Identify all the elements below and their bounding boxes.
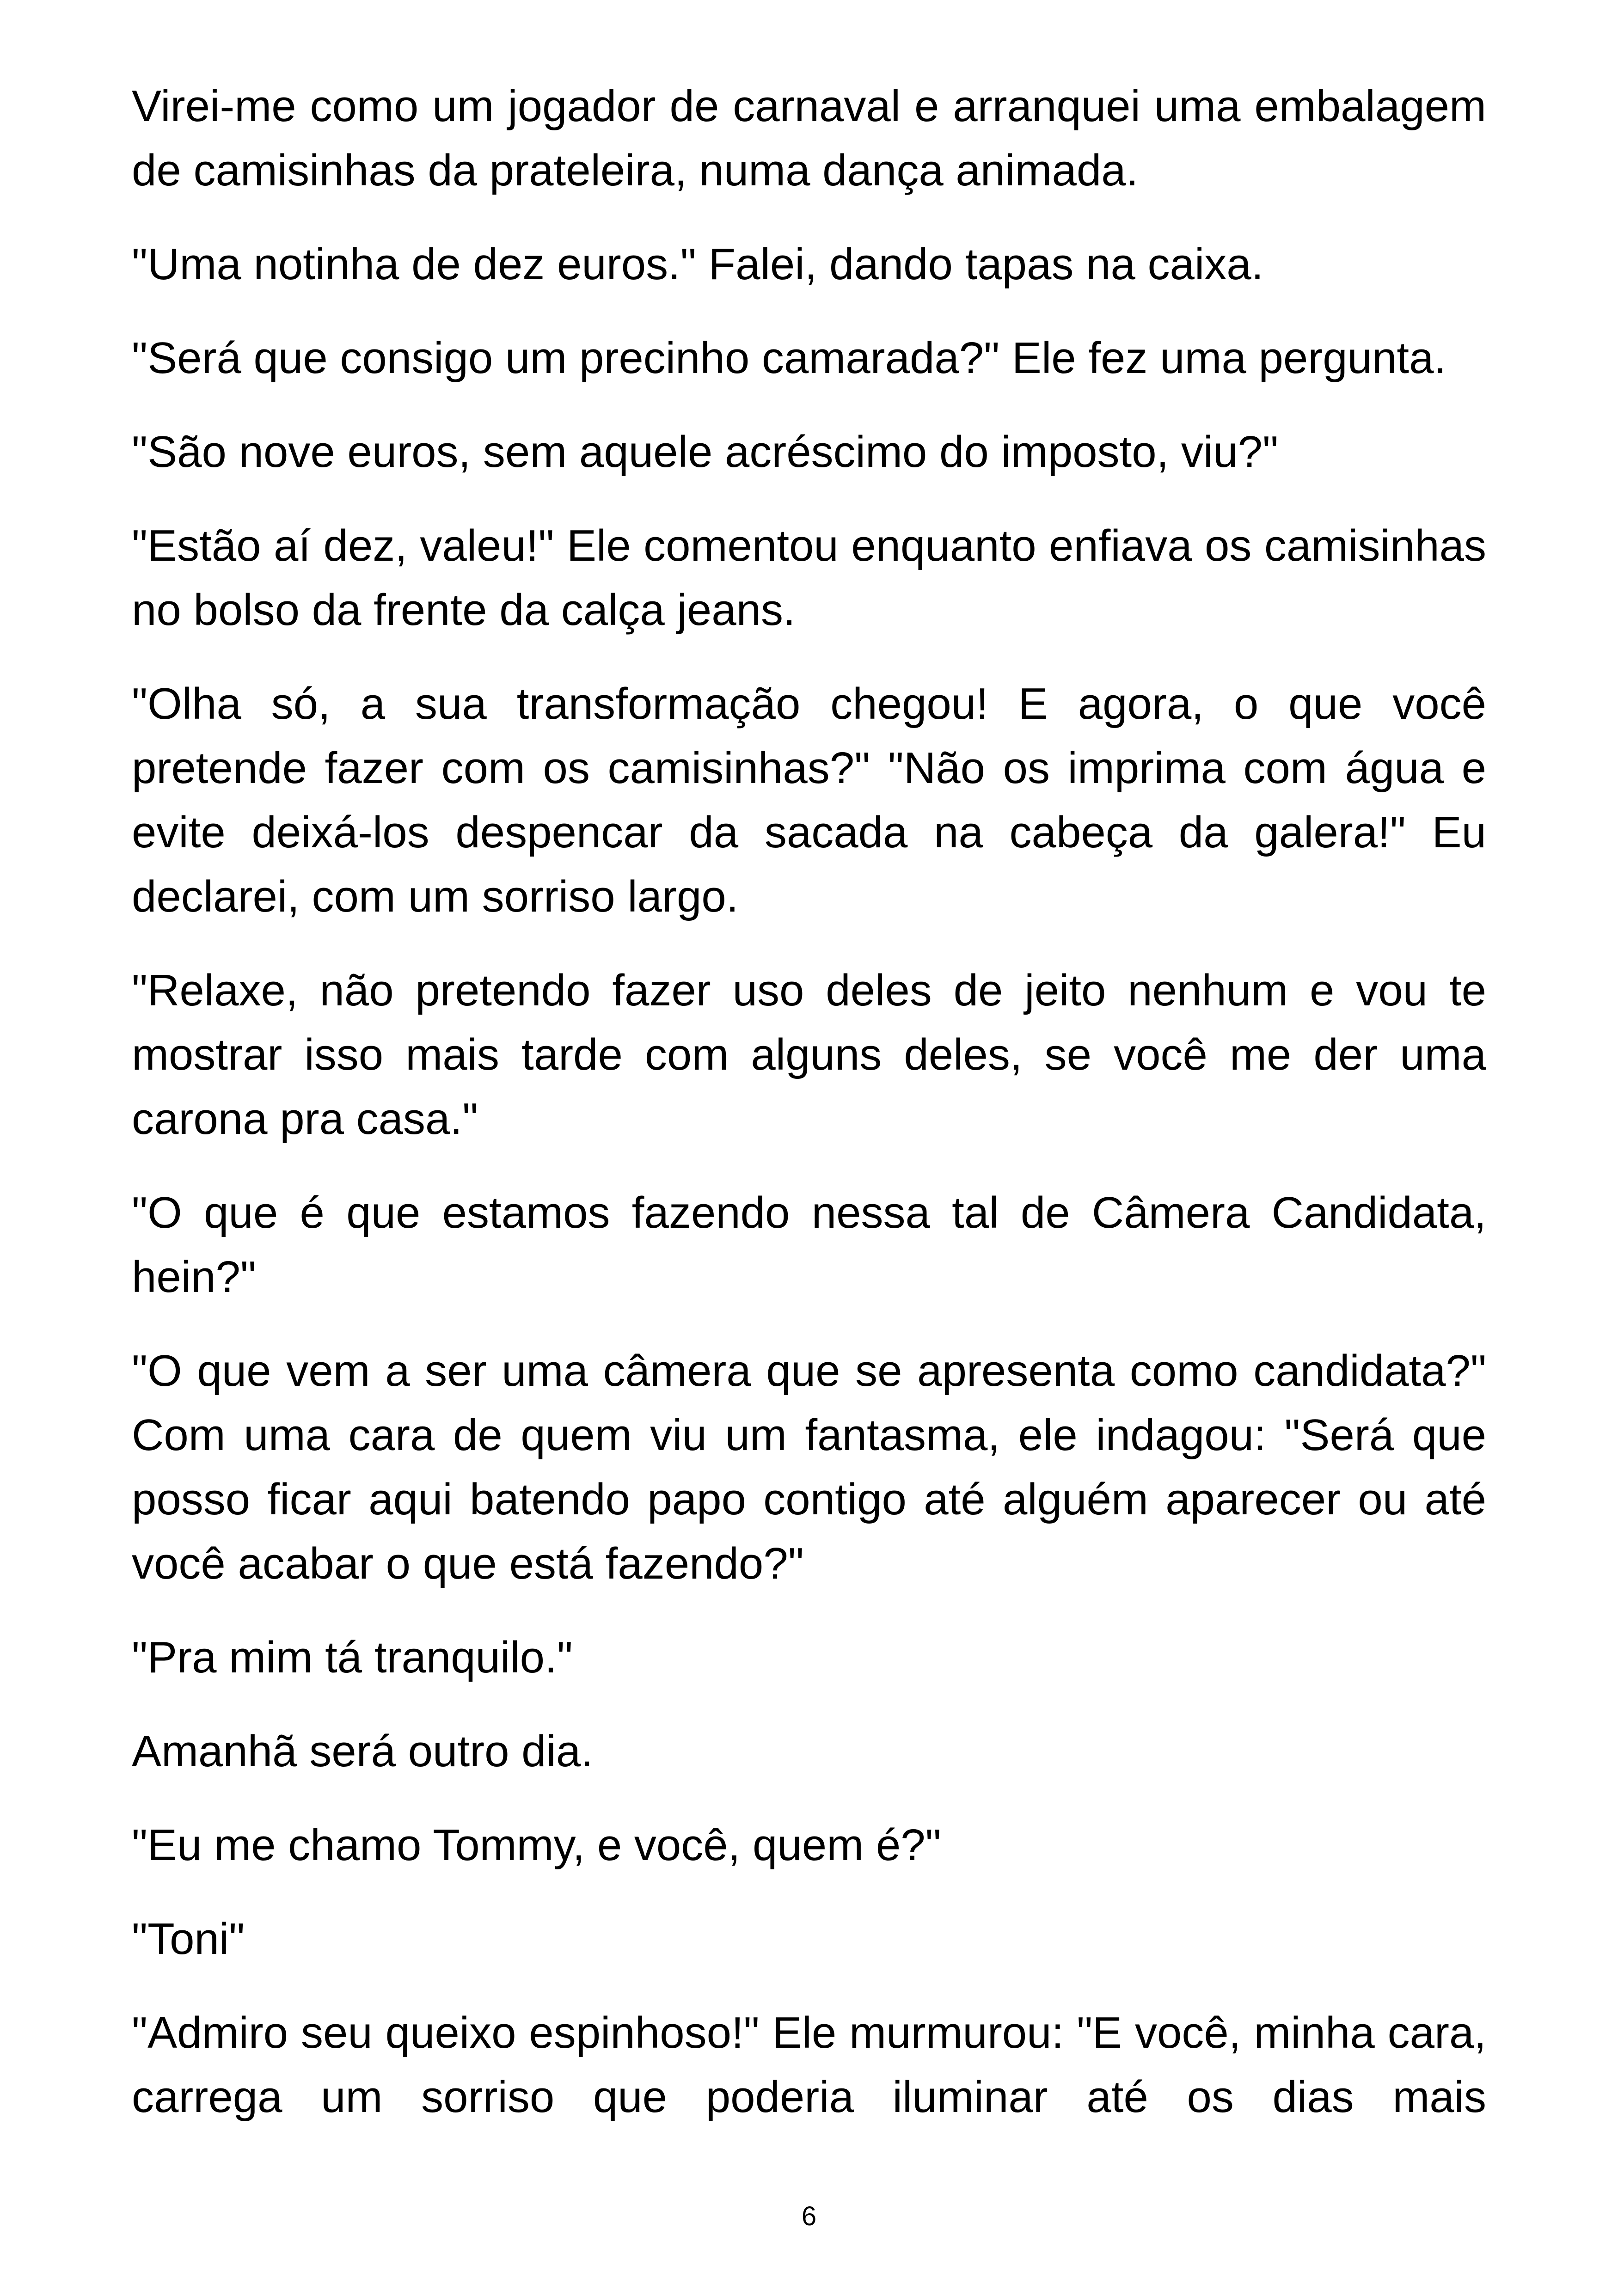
- paragraph: "Admiro seu queixo espinhoso!" Ele murmurou: "E você, minha cara, carrega um sorriso que poderia iluminar até os dias mais: [132, 2008, 1486, 2122]
- paragraph: "Será que consigo um precinho camarada?" Ele fez uma pergunta.: [132, 333, 1446, 383]
- paragraph: "Estão aí dez, valeu!" Ele comentou enquanto enfiava os camisinhas no bolso da frente da calça jeans.: [132, 521, 1486, 635]
- paragraph: "Eu me chamo Tommy, e você, quem é?": [132, 1820, 941, 1870]
- paragraph: "Toni": [132, 1914, 245, 1964]
- body-text: [132, 74, 1486, 2159]
- paragraph: "Relaxe, não pretendo fazer uso deles de jeito nenhum e vou te mostrar isso mais tarde com alguns deles, se você me der uma carona pra casa.": [132, 966, 1486, 1144]
- paragraph: "Olha só, a sua transformação chegou! E agora, o que você pretende fazer com os camisinhas?" "Não os imprima com água e evite deixá-los despencar da sacada na cabeça da galera!" Eu declarei, com um sorriso largo.: [132, 679, 1486, 921]
- paragraph: "O que vem a ser uma câmera que se apresenta como candidata?" Com uma cara de quem viu um fantasma, ele indagou: "Será que posso ficar aqui batendo papo contigo até alguém aparecer ou até você acabar o que está fazendo?": [132, 1346, 1486, 1588]
- paragraph: "Uma notinha de dez euros." Falei, dando tapas na caixa.: [132, 239, 1264, 289]
- paragraph: "Pra mim tá tranquilo.": [132, 1633, 573, 1682]
- paragraph: Virei-me como um jogador de carnaval e arranquei uma embalagem de camisinhas da prateleira, numa dança animada.: [132, 81, 1486, 195]
- paragraph: "São nove euros, sem aquele acréscimo do imposto, viu?": [132, 427, 1279, 477]
- paragraph: "O que é que estamos fazendo nessa tal de Câmera Candidata, hein?": [132, 1188, 1486, 1302]
- page-number: 6: [801, 2201, 817, 2231]
- paragraph: Amanhã será outro dia.: [132, 1727, 593, 1776]
